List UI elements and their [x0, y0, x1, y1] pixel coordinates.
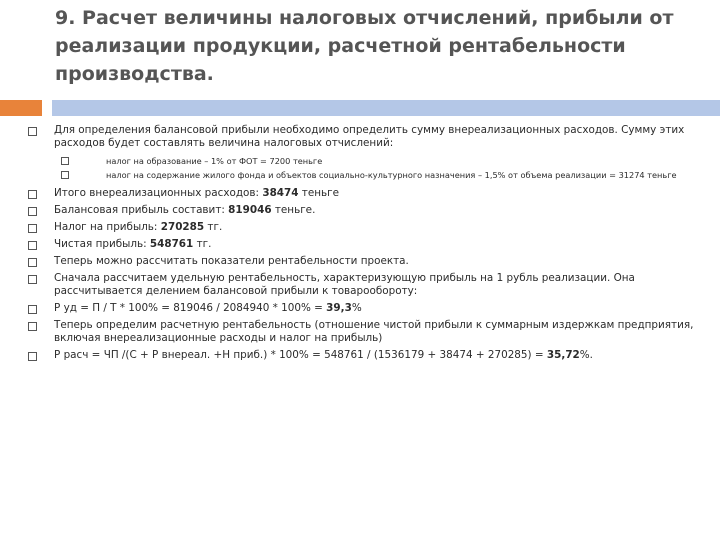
- square-bullet-icon: [28, 190, 37, 199]
- sub-bullet-item: [28, 170, 716, 181]
- square-bullet-icon: [61, 171, 69, 179]
- bullet-value: 35,72: [546, 349, 580, 361]
- bullet-text: Налог на прибыль:: [54, 221, 161, 233]
- bullet-item: [28, 187, 716, 200]
- bullet-unit: теньге.: [271, 204, 316, 216]
- bullet-text: Сначала рассчитаем удельную рентабельность, характеризующую прибыль на 1 рубль реализации. Она рассчитывается делением балансовой прибыли к товарообороту:: [54, 272, 635, 297]
- square-bullet-icon: [61, 157, 69, 165]
- bullet-text: Теперь можно рассчитать показатели рентабельности проекта.: [54, 255, 409, 267]
- sub-bullet-text: налог на образование – 1% от ФОТ = 7200 теньге: [106, 156, 323, 166]
- bullet-value: 38474: [262, 187, 299, 199]
- bullet-item: [28, 302, 716, 315]
- square-bullet-icon: [28, 305, 37, 314]
- bullet-unit: тг.: [204, 221, 223, 233]
- accent-bar-orange: [0, 100, 42, 116]
- bullet-text: Для определения балансовой прибыли необходимо определить сумму внереализационных расходов. Сумму этих расходов будет составлять величина налоговых отчислений:: [54, 124, 685, 149]
- bullet-item: [28, 349, 716, 362]
- bullet-list: [28, 187, 716, 362]
- bullet-value: 548761: [149, 238, 194, 250]
- square-bullet-icon: [28, 127, 37, 136]
- bullet-item: [28, 255, 716, 268]
- bullet-value: 819046: [228, 204, 272, 216]
- bullet-text: Теперь определим расчетную рентабельность (отношение чистой прибыли к суммарным издержкам предприятия, включая внереализационные расходы и налог на прибыль): [54, 319, 694, 344]
- sub-bullet-text: налог на содержание жилого фонда и объектов социально-культурного назначения – 1,5% от объема реализации = 31274 теньге: [106, 169, 677, 180]
- bullet-text: Р уд = П / Т * 100% = 819046 / 2084940 * 100% =: [54, 302, 327, 314]
- bullet-value: 39,3: [326, 302, 352, 314]
- title-underline-bar: [0, 100, 720, 116]
- bullet-item: [28, 221, 716, 234]
- bullet-unit: теньге: [298, 187, 340, 199]
- bullet-unit: %.: [579, 349, 593, 361]
- square-bullet-icon: [28, 258, 37, 267]
- bullet-value: 270285: [160, 221, 205, 233]
- bullet-item-intro: [28, 124, 716, 150]
- bullet-text: Балансовая прибыль составит:: [54, 204, 229, 216]
- bullet-text: Чистая прибыль:: [54, 238, 150, 250]
- slide-title: 9. Расчет величины налоговых отчислений, прибыли от реализации продукции, расчетной рентабельности производства.: [55, 7, 674, 85]
- bullet-unit: %: [351, 302, 362, 314]
- bullet-item: [28, 238, 716, 251]
- square-bullet-icon: [28, 241, 37, 250]
- bullet-text: Р расч = ЧП /(С + Р внереал. +Н приб.) * 100% = 548761 / (1536179 + 38474 + 270285) =: [54, 349, 547, 361]
- accent-bar-blue: [52, 100, 720, 116]
- bullet-unit: тг.: [193, 238, 212, 250]
- square-bullet-icon: [28, 352, 37, 361]
- bullet-item: [28, 204, 716, 217]
- square-bullet-icon: [28, 275, 37, 284]
- bullet-item: [28, 272, 716, 298]
- square-bullet-icon: [28, 224, 37, 233]
- bullet-text: Итого внереализационных расходов:: [54, 187, 263, 199]
- bullet-item: [28, 319, 716, 345]
- square-bullet-icon: [28, 322, 37, 331]
- sub-bullet-item: [28, 156, 716, 167]
- slide-body: [28, 124, 716, 366]
- square-bullet-icon: [28, 207, 37, 216]
